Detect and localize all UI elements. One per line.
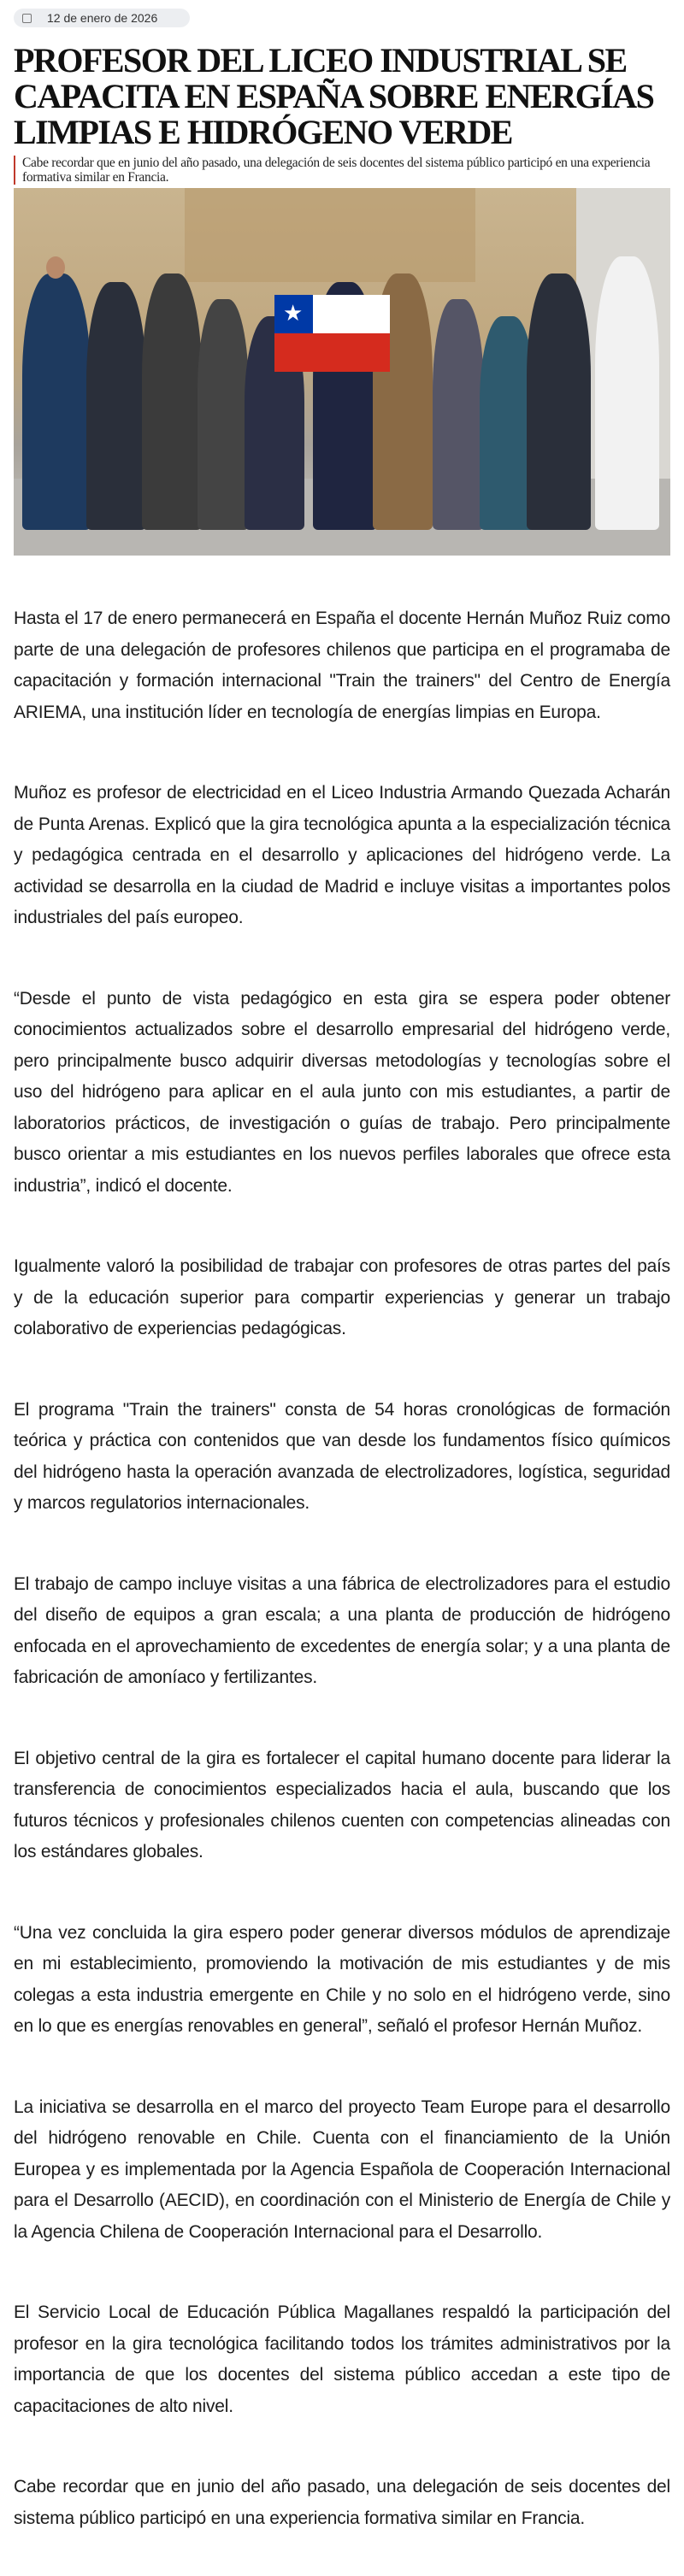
- person-head: [46, 256, 65, 279]
- photo-wall: [185, 188, 475, 282]
- paragraph: “Desde el punto de vista pedagógico en esta gira se espera poder obtener conocimientos actualizados sobre el desarrollo empresarial del hidrógeno verde, pero principalmente busco adquirir diversas metodologías y tecnologías sobre el uso del hidrógeno para aplicar en el aula junto con mis estudiantes, a partir de laboratorios prácticos, de investigación o guías de trabajo. Pero principalmente busco orientar a mis estudiantes en los nuevos perfiles laborales que ofrece esta industria”, indicó el docente.: [14, 988, 670, 1196]
- paragraph: “Una vez concluida la gira espero poder generar diversos módulos de aprendizaje en mi establecimiento, promoviendo la motivación de mis estudiantes y de mis colegas a esta industria emergente en Chile y no solo en el hidrógeno verde, sino en lo que es energías renovables en general”, señaló el profesor Hernán Muñoz.: [14, 1922, 670, 2036]
- chile-flag: ★: [274, 295, 390, 372]
- calendar-icon: [22, 14, 32, 23]
- person: [86, 282, 146, 530]
- person: [22, 273, 91, 530]
- article-lead: Cabe recordar que en junio del año pasado, una delegación de seis docentes del sistema público participó en una experiencia formativa similar en Francia.: [14, 156, 669, 185]
- paragraph: La iniciativa se desarrolla en el marco del proyecto Team Europe para el desarrollo del hidrógeno renovable en Chile. Cuenta con el financiamiento de la Unión Europea y es implementada por la Agencia Española de Cooperación Internacional para el Desarrollo (AECID), en coordinación con el Ministerio de Energía de Chile y la Agencia Chilena de Cooperación Internacional para el Desarrollo.: [14, 2097, 670, 2242]
- paragraph: El Servicio Local de Educación Pública Magallanes respaldó la participación del profesor en la gira tecnológica facilitando todos los trámites administrativos por la importancia de que los docentes del sistema público accedan a este tipo de capacitaciones de alto nivel.: [14, 2303, 670, 2416]
- paragraph: El objetivo central de la gira es fortalecer el capital humano docente para liderar la transferencia de conocimientos especializados hacia el aula, buscando que los futuros técnicos y profesionales chilenos cuenten con competencias alineadas con los estándares globales.: [14, 1748, 670, 1861]
- person: [433, 299, 484, 530]
- person: [527, 273, 591, 530]
- person: [142, 273, 202, 530]
- paragraph: El programa "Train the trainers" consta de 54 horas cronológicas de formación teórica y práctica con contenidos que van desde los fundamentos físico químicos del hidrógeno hasta la operación avanzada de electrolizadores, logística, seguridad y marcos regulatorios internacionales.: [14, 1399, 670, 1513]
- article-headline: PROFESOR DEL LICEO INDUSTRIAL SE CAPACITA EN ESPAÑA SOBRE ENERGÍAS LIMPIAS E HIDRÓGENO VERDE: [14, 41, 654, 151]
- paragraph: Muñoz es profesor de electricidad en el Liceo Industria Armando Quezada Acharán de Punta Arenas. Explicó que la gira tecnológica apunta a la especialización técnica y pedagógica centrada en el desarrollo y aplicaciones del hidrógeno verde. La actividad se desarrolla en la ciudad de Madrid e incluye visitas a importantes polos industriales del país europeo.: [14, 783, 670, 927]
- date-badge: [14, 9, 190, 27]
- paragraph: El trabajo de campo incluye visitas a una fábrica de electrolizadores para el estudio del diseño de equipos a gran escala; a una planta de producción de hidrógeno enfocada en el aprovechamiento de excedentes de energía solar; y a una planta de fabricación de amoníaco y fertilizantes.: [14, 1573, 670, 1687]
- person: [595, 256, 659, 530]
- paragraph: Igualmente valoró la posibilidad de trabajar con profesores de otras partes del país y de la educación superior para compartir experiencias y generar un trabajo colaborativo de experiencias pedagógicas.: [14, 1256, 670, 1338]
- publish-date: 12 de enero de 2026: [47, 11, 158, 25]
- paragraph: Cabe recordar que en junio del año pasado, una delegación de seis docentes del sistema público participó en una experiencia formativa similar en Francia.: [14, 2477, 670, 2528]
- article-photo: [14, 188, 670, 556]
- paragraph: Hasta el 17 de enero permanecerá en España el docente Hernán Muñoz Ruiz como parte de una delegación de profesores chilenos que participa en el programaba de capacitación y formación internacional "Train the trainers" del Centro de Energía ARIEMA, una institución líder en tecnología de energías limpias en Europa.: [14, 609, 670, 722]
- person: [198, 299, 249, 530]
- article-body: [14, 603, 670, 2534]
